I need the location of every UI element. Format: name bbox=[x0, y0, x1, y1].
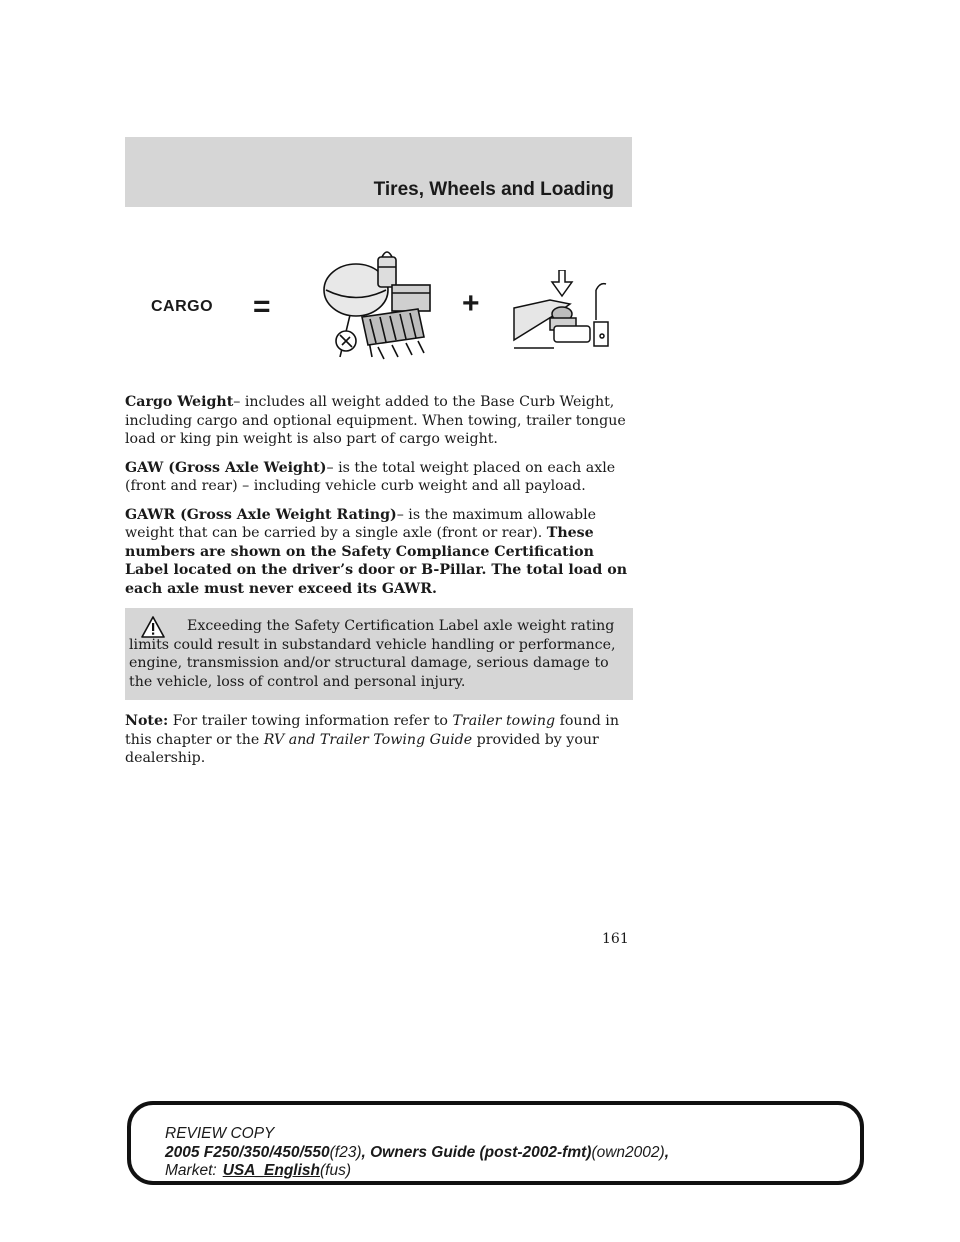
king-pin-hitch-icon bbox=[510, 270, 610, 352]
warning-text: Exceeding the Safety Certification Label axle weight rating limits could result in substandard vehicle handling or performance, engine, transmission and/or structural damage, serious damage to the vehicle, loss of control and personal injury. bbox=[129, 618, 616, 690]
section-header bbox=[125, 137, 632, 207]
equals-sign: = bbox=[253, 290, 271, 323]
term-cargo-weight: Cargo Weight bbox=[125, 394, 234, 410]
section-title: Tires, Wheels and Loading bbox=[373, 179, 614, 200]
term-gawr: GAWR (Gross Axle Weight Rating) bbox=[125, 506, 397, 523]
gaw-paragraph bbox=[125, 459, 633, 496]
footer-review-copy: REVIEW COPY bbox=[165, 1125, 275, 1142]
definition-cargo-weight: – includes all weight added to the Base Curb Weight, including cargo and optional equipment. When towing, trailer tongue load or king pin weight is also part of cargo weight. bbox=[125, 394, 626, 447]
plus-sign: + bbox=[462, 287, 480, 320]
cargo-label: CARGO bbox=[151, 298, 214, 315]
note-paragraph bbox=[125, 712, 633, 768]
note-text-2: found in this chapter or the bbox=[125, 713, 619, 748]
note-text-3: provided by your dealership. bbox=[125, 731, 599, 766]
footer-code-2: (own2002) bbox=[591, 1144, 665, 1161]
footer-model: 2005 F250/350/450/550 bbox=[165, 1144, 330, 1161]
trailer-towing-reference: Trailer towing bbox=[452, 713, 556, 729]
term-gaw: GAW (Gross Axle Weight) bbox=[125, 459, 327, 476]
cargo-weight-paragraph bbox=[125, 393, 633, 449]
footer-market-value: USA_English bbox=[222, 1162, 321, 1179]
warning-box bbox=[125, 608, 633, 700]
footer-market-line bbox=[165, 1162, 351, 1180]
towing-guide-reference: RV and Trailer Towing Guide bbox=[263, 731, 473, 748]
footer-guide: , Owners Guide (post-2002-fmt) bbox=[361, 1144, 592, 1161]
footer-market-label: Market: bbox=[165, 1162, 217, 1179]
warning-icon bbox=[141, 616, 165, 638]
grill-luggage-icon bbox=[320, 245, 435, 363]
cargo-figure bbox=[125, 240, 632, 370]
definition-gaw: – is the total weight placed on each axle (front and rear) – including vehicle curb weight and all payload. bbox=[125, 459, 616, 494]
note-text-1: For trailer towing information refer to bbox=[172, 713, 448, 729]
footer-code-1: (f23) bbox=[329, 1144, 362, 1161]
footer-comma: , bbox=[664, 1144, 670, 1161]
page-number: 161 bbox=[602, 931, 629, 947]
body-text bbox=[125, 393, 633, 778]
footer-code-3: (fus) bbox=[320, 1162, 352, 1179]
gawr-emphasis: These numbers are shown on the Safety Compliance Certification Label located on the driver’s door or B-Pillar. The total load on each axle must never exceed its GAWR. bbox=[125, 525, 628, 597]
definition-gawr: – is the maximum allowable weight that can be carried by a single axle (front or rear). bbox=[125, 506, 597, 541]
footer-model-line bbox=[165, 1144, 669, 1162]
gawr-paragraph bbox=[125, 506, 633, 599]
note-label: Note: bbox=[125, 713, 169, 729]
